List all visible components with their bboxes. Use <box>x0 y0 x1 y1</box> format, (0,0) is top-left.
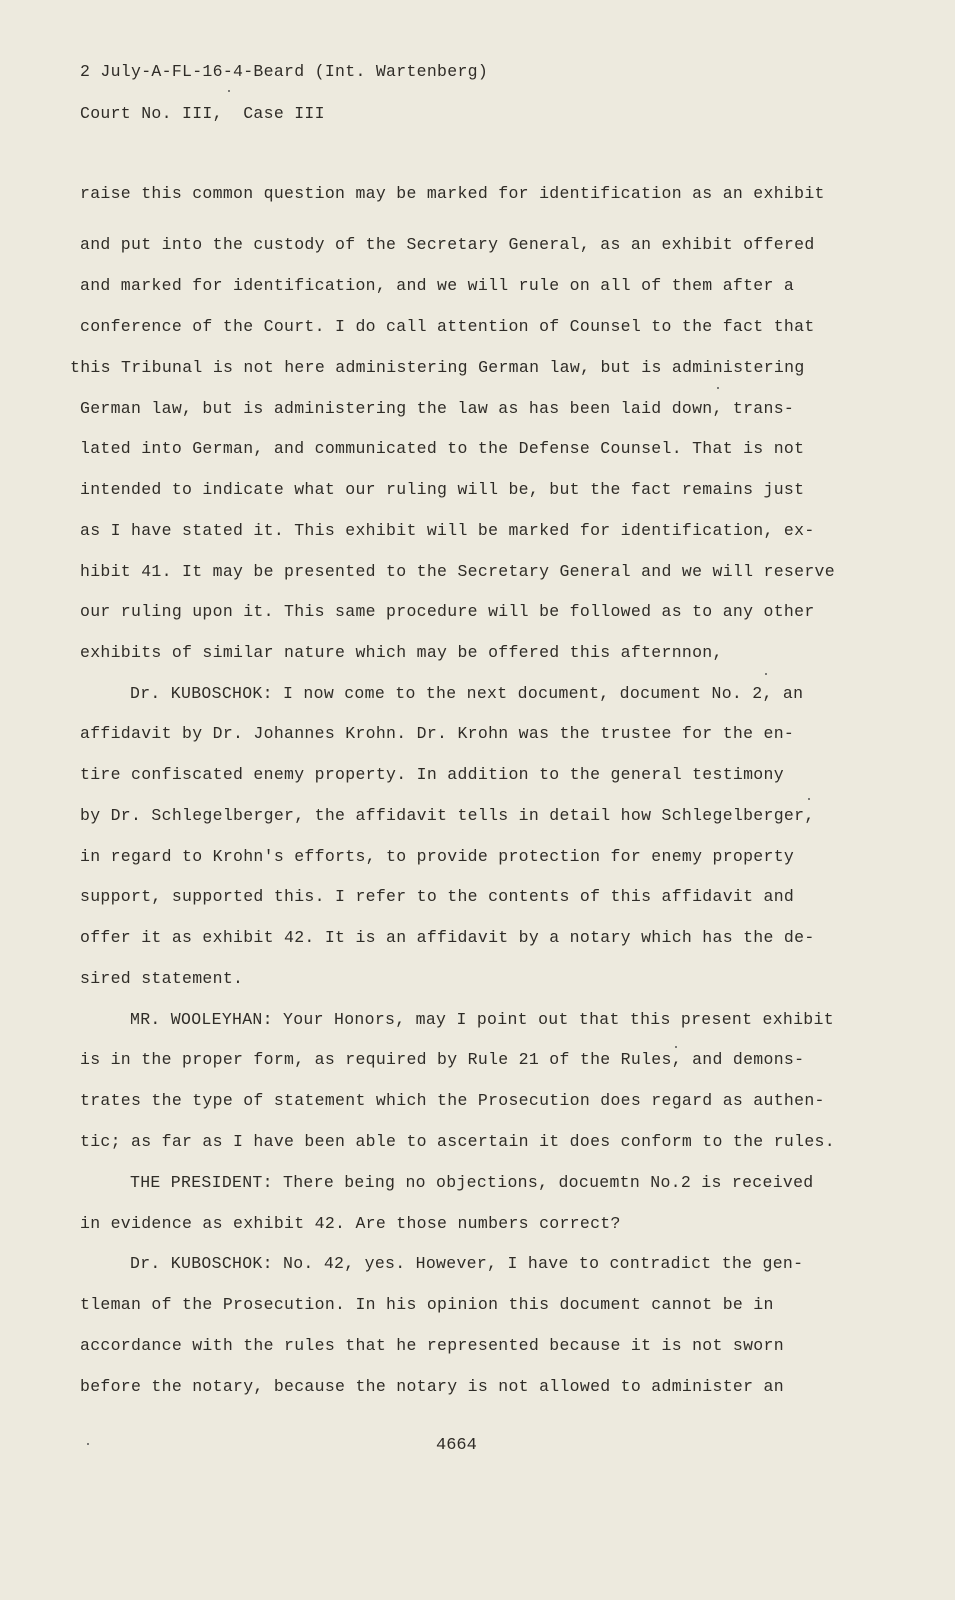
body-line: intended to indicate what our ruling will be, but the fact remains just <box>80 480 805 499</box>
header-line-2: Court No. III, Case III <box>80 104 325 123</box>
body-line: offer it as exhibit 42. It is an affidavit by a notary which has the de- <box>80 928 815 947</box>
page-number: 4664 <box>436 1436 477 1455</box>
body-line: by Dr. Schlegelberger, the affidavit tells in detail how Schlegelberger, <box>80 806 815 825</box>
ink-speck <box>808 798 810 800</box>
body-line: accordance with the rules that he represented because it is not sworn <box>80 1336 784 1355</box>
header-line-1: 2 July-A-FL-16-4-Beard (Int. Wartenberg) <box>80 62 489 81</box>
body-line: affidavit by Dr. Johannes Krohn. Dr. Krohn was the trustee for the en- <box>80 724 795 743</box>
body-line: German law, but is administering the law as has been laid down, trans- <box>80 399 795 418</box>
body-line: hibit 41. It may be presented to the Secretary General and we will reserve <box>80 562 835 581</box>
body-line: is in the proper form, as required by Rule 21 of the Rules, and demons- <box>80 1050 805 1069</box>
body-line: and marked for identification, and we will rule on all of them after a <box>80 276 795 295</box>
body-line: sired statement. <box>80 969 244 988</box>
ink-speck <box>228 90 230 92</box>
body-line: this Tribunal is not here administering German law, but is administering <box>70 358 805 377</box>
body-line: support, supported this. I refer to the contents of this affidavit and <box>80 887 795 906</box>
body-line: in evidence as exhibit 42. Are those numbers correct? <box>80 1214 621 1233</box>
ink-speck <box>717 387 719 389</box>
body-line: tic; as far as I have been able to ascertain it does conform to the rules. <box>80 1132 835 1151</box>
speaker-line: THE PRESIDENT: There being no objections, docuemtn No.2 is received <box>130 1173 814 1192</box>
body-line: before the notary, because the notary is not allowed to administer an <box>80 1377 784 1396</box>
body-line: and put into the custody of the Secretary General, as an exhibit offered <box>80 235 815 254</box>
body-line: our ruling upon it. This same procedure will be followed as to any other <box>80 602 815 621</box>
ink-speck <box>87 1443 89 1445</box>
body-line: tleman of the Prosecution. In his opinion this document cannot be in <box>80 1295 774 1314</box>
body-line: lated into German, and communicated to the Defense Counsel. That is not <box>80 439 805 458</box>
body-line: in regard to Krohn's efforts, to provide protection for enemy property <box>80 847 795 866</box>
ink-speck <box>765 673 767 675</box>
speaker-line: Dr. KUBOSCHOK: No. 42, yes. However, I have to contradict the gen- <box>130 1254 804 1273</box>
speaker-line: Dr. KUBOSCHOK: I now come to the next document, document No. 2, an <box>130 684 804 703</box>
body-line: as I have stated it. This exhibit will be marked for identification, ex- <box>80 521 815 540</box>
speaker-line: MR. WOOLEYHAN: Your Honors, may I point out that this present exhibit <box>130 1010 834 1029</box>
ink-speck <box>675 1046 677 1048</box>
body-line: raise this common question may be marked for identification as an exhibit <box>80 184 825 203</box>
body-line: conference of the Court. I do call attention of Counsel to the fact that <box>80 317 815 336</box>
body-line: trates the type of statement which the Prosecution does regard as authen- <box>80 1091 825 1110</box>
body-line: tire confiscated enemy property. In addition to the general testimony <box>80 765 784 784</box>
body-line: exhibits of similar nature which may be offered this afternnon, <box>80 643 723 662</box>
